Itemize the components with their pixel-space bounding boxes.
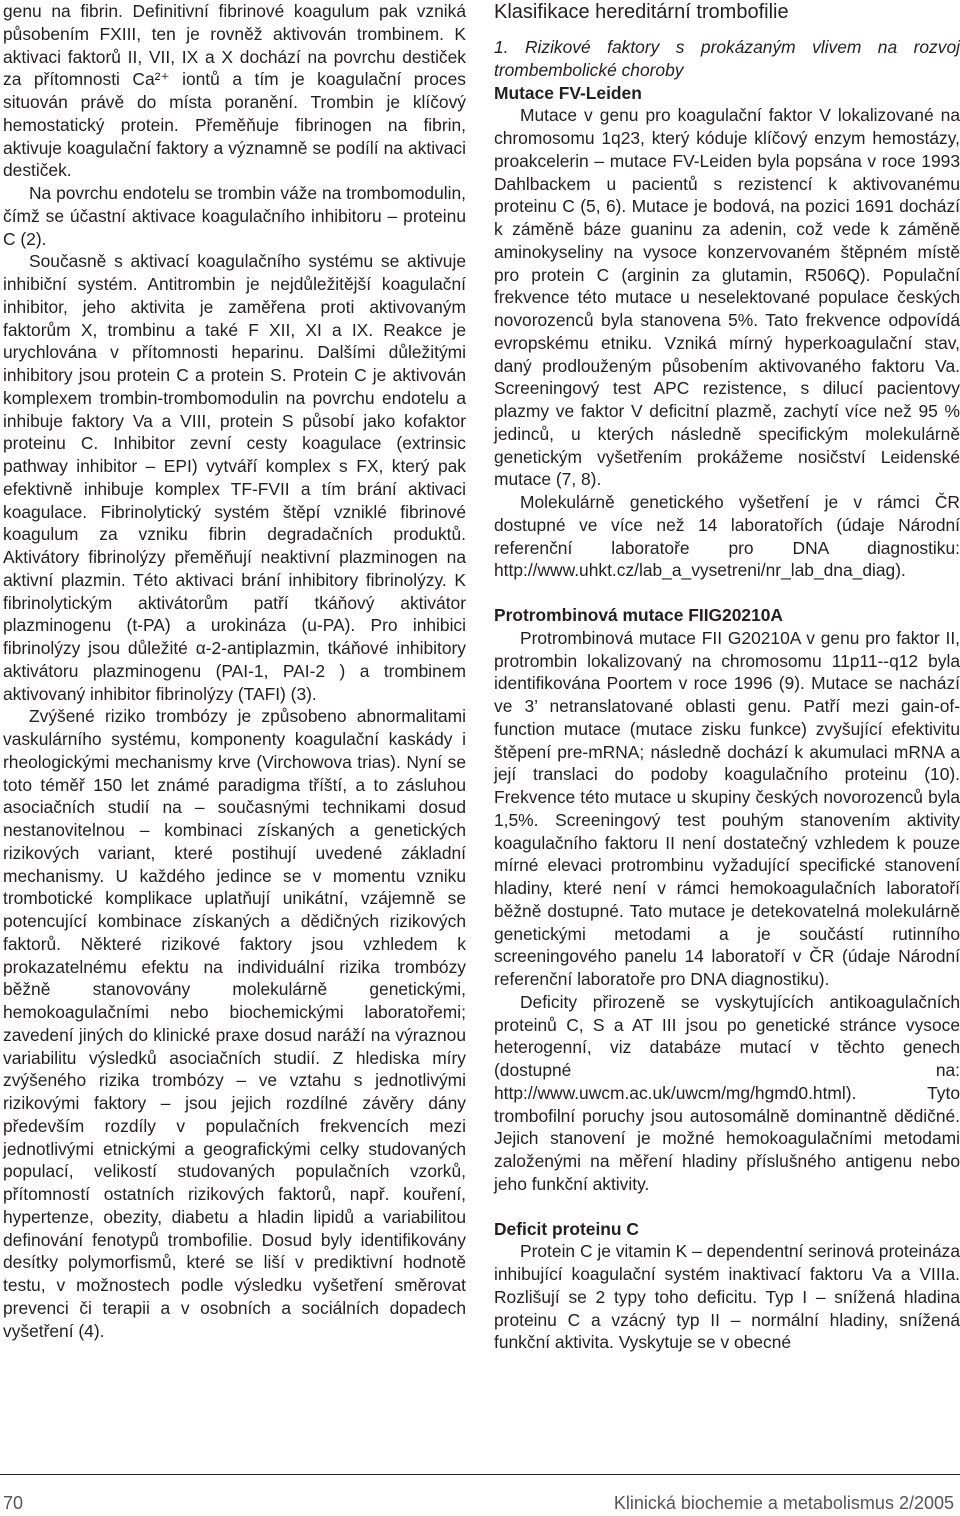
- paragraph: Protrombinová mutace FII G20210A v genu pro faktor II, protrombin lokalizovaný na chromosomu 11p11--q12 byla identifikována Poortem v roce 1996 (9). Mutace se nachází ve 3’ netranslatované oblasti genu. Patří mezi gain-of-function mutace (mutace zisku funkce) zvyšující efektivitu štěpení pre-mRNA; následně dochází k akumulaci mRNA a její translaci do podoby koagulačního proteinu (10). Frekvence této mutace u skupiny českých novorozenců byla 1,5%. Screeningový test pouhým stanovením aktivity koagulačního faktoru II není dostatečný vzhledem k pouze mírné elevaci protrombinu vyžadující specifické stanovení hladiny, které není v rámci hemokoagulačních laboratoří běžně dostupné. Tato mutace je detekovatelná molekulárně genetickými metodami a je součástí rutinního screeningového panelu 14 laboratoří v ČR (údaje Národní referenční laboratoře pro DNA diagnostiku).: [494, 627, 960, 989]
- footer-divider: [0, 1474, 960, 1475]
- paragraph: Mutace v genu pro koagulační faktor V lokalizované na chromosomu 1q23, který kóduje klíčový enzym hemostázy, proakcelerin – mutace FV-Leiden byla popsána v roce 1993 Dahlbackem u pacientů s rezistencí k aktivovanému proteinu C (5, 6). Mutace je bodová, na pozici 1691 dochází k záměně báze guaninu za adenin, což vede k záměně aminokyseliny na vysoce konzervovaném štěpném místě pro protein C (arginin za glutamin, R506Q). Populační frekvence této mutace u neselektované populace českých novorozenců byla stanovena 5%. Tato frekvence odpovídá evropskému etniku. Vzniká mírný hyperkoagulační stav, daný prodlouženým působením aktivovaného faktoru Va. Screeningový test APC rezistence, s dilucí pacientovy plazmy ve faktor V deficitní plazmě, zachytí více než 95 % jedinců, u kterých následně specifickým molekulárně genetickým vyšetřením prokážeme nosičství Leidenské mutace (7, 8).: [494, 105, 960, 490]
- paragraph: Molekulárně genetického vyšetření je v rámci ČR dostupné ve více než 14 laboratořích (údaje Národní referenční laboratoře pro DNA diagnostiku: http://www.uhkt.cz/lab_a_vysetreni/nr_lab_dna_diag).: [494, 492, 960, 581]
- left-column: [3, 0, 466, 1342]
- paragraph: genu na fibrin. Definitivní fibrinové koagulum pak vzniká působením FXIII, ten je rovněž aktivován trombinem. K aktivaci faktorů II, VII, IX a X dochází na povrchu destiček za přítomnosti Ca²⁺ iontů a tím je koagulační proces situován právě do místa poranění. Trombin je klíčový hemostatický protein. Přeměňuje fibrinogen na fibrin, aktivuje koagulační faktory a významně se podílí na aktivaci destiček.: [3, 1, 466, 181]
- paragraph: Zvýšené riziko trombózy je způsobeno abnormalitami vaskulárního systému, komponenty koagulační kaskády i rheologickými mechanismy krve (Virchowova trias). Nyní se toto téměř 150 let známé paradigma tříští, a to zásluhou asociačních studií na – současnými technikami dosud nestanovitelnou – kombinaci získaných a genetických rizikových variant, které postihují uvedené základní mechanismy. U každého jedince se v momentu vzniku trombotické komplikace uplatňují unikátní, vzájemně se potencující kombinace získaných a dědičných rizikových faktorů. Některé rizikové faktory jsou vzhledem k prokazatelnému efektu na individuální rizika trombózy běžně stanovovány molekulárně genetickými, hemokoagulačními nebo biochemickými laboratořemi; zavedení jiných do klinické praxe dosud naráží na výraznou variabilitu výsledků asociačních studií. Z hlediska míry zvýšeného rizika trombózy – ve vztahu s jednotlivými rizikovými faktory – jsou jejich rozdílné závěry dány především rozdíly v populačních frekvencích mezi jednotlivými etnickými a geografickými celky studovaných populací, velikostí studovaných populačních vzorků, přítomností ostatních rizikových faktorů, např. kouření, hypertenze, obezity, diabetu a hladin lipidů a variabilitou definování fenotypů trombofilie. Dosud byly identifikovány desítky polymorfismů, které se liší v prediktivní hodnotě testu, v možnostech podle výsledku vyšetření směrovat prevenci či terapii a v osobních a sociálních dopadech vyšetření (4).: [3, 706, 466, 1341]
- subheading-prothrombin: Protrombinová mutace FIIG20210A: [494, 605, 783, 625]
- journal-title: Klinická biochemie a metabolismus 2/2005: [613, 1493, 954, 1513]
- subheading-fv-leiden: Mutace FV-Leiden: [494, 82, 642, 103]
- subheading-protein-c: Deficit proteinu C: [494, 1218, 639, 1239]
- paragraph: Současně s aktivací koagulačního systému se aktivuje inhibiční systém. Antitrombin je nejdůležitější koagulační inhibitor, jeho aktivita je zaměřena proti aktivovaným faktorům X, trombinu a také F XII, XI a IX. Reakce je urychlována v přítomnosti heparinu. Dalšími důležitými inhibitory jsou protein C a protein S. Protein C je aktivován komplexem trombin-trombomodulin na povrchu endotelu a inhibuje faktory Va a VIII, protein S působí jako kofaktor proteinu C. Inhibitor zevní cesty koagulace (extrinsic pathway inhibitor – EPI) vytváří komplex s FX, který pak efektivně inhibuje komplex TF-FVII a tím brání aktivaci koagulace. Fibrinolytický systém štěpí vzniklé fibrinové koagulum za vzniku fibrin degradačních produktů. Aktivátory fibrinolýzy přeměňují neaktivní plazminogen na aktivní plazmin. Této aktivaci brání inhibitory fibrinolýzy. K fibrinolytickým aktivátorům patří tkáňový aktivátor plazminogenu (t-PA) a urokináza (u-PA). Pro inhibici fibrinolýzy jsou důležité α-2-antiplazmin, tkáňové inhibitory aktivátoru plazminogenu (PAI-1, PAI-2 ) a trombinem aktivovaný inhibitor fibrinolýzy (TAFI) (3).: [3, 251, 466, 704]
- page-number: 70: [3, 1493, 24, 1513]
- spacer: [494, 1196, 960, 1218]
- spacer: [494, 582, 960, 604]
- paragraph: Na povrchu endotelu se trombin váže na trombomodulin, čímž se účastní aktivace koagulačního inhibitoru – proteinu C (2).: [3, 183, 466, 249]
- list-item: 1. Rizikové faktory s prokázaným vlivem na rozvoj trombembolické choroby: [494, 37, 960, 80]
- paragraph: Deficity přirozeně se vyskytujících antikoagulačních proteinů C, S a AT III jsou po genetické stránce vysoce heterogenní, viz databáze mutací v těchto genech (dostupné na: http://www.uwcm.ac.uk/uwcm/mg/hgmd0.html). Tyto trombofilní poruchy jsou autosomálně dominantně dědičné. Jejich stanovení je možné hemokoagulačními metodami založenými na měření hladiny příslušného antigenu nebo jeho funkční aktivity.: [494, 991, 960, 1194]
- paragraph: Protein C je vitamin K – dependentní serinová proteináza inhibující koagulační systém inaktivací faktoru Va a VIIIa. Rozlišují se 2 typy toho deficitu. Typ I – snížená hladina proteinu C a vzácný typ II – normální hladiny, snížená funkční aktivita. Vyskytuje se v obecné: [494, 1241, 960, 1353]
- right-column: [494, 0, 960, 1354]
- section-title: Klasifikace hereditární trombofilie: [494, 1, 789, 23]
